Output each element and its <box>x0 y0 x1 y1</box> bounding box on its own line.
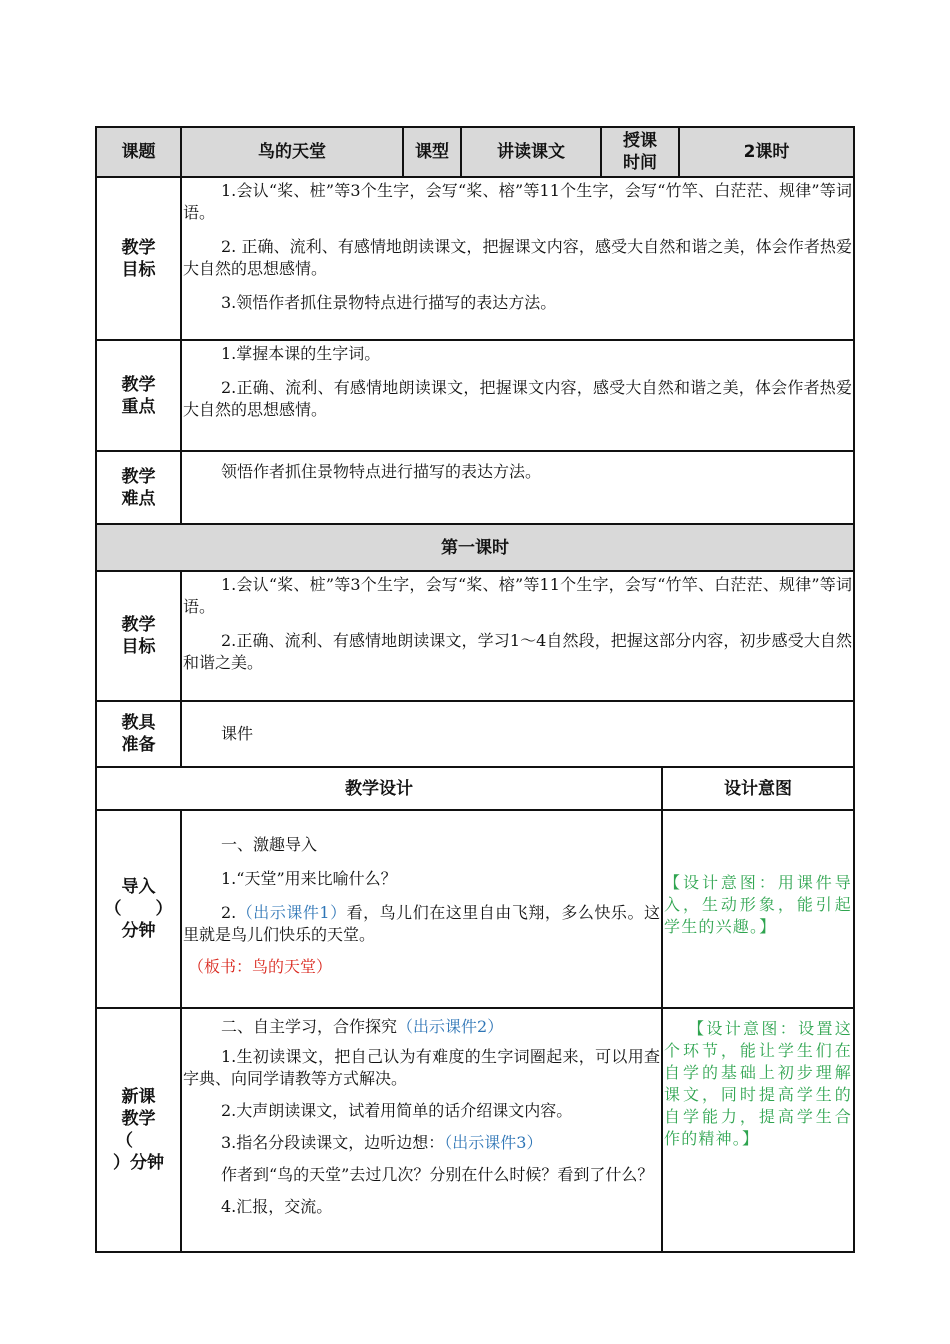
col-divider <box>600 126 602 178</box>
topic-label: 课题 <box>96 127 181 177</box>
col-divider <box>180 126 182 178</box>
new-lesson-step: 4.汇报，交流。 <box>221 1197 333 1216</box>
row-divider <box>95 523 855 525</box>
row-divider <box>95 809 855 811</box>
type-label: 课型 <box>403 127 461 177</box>
row-divider <box>95 339 855 341</box>
type-value: 讲读课文 <box>461 127 601 177</box>
row-divider <box>95 176 855 178</box>
intro-content <box>181 810 662 1008</box>
key-point-item: 2.正确、流利、有感情地朗读课文，把握课文内容，感受大自然和谐之美，体会作者热爱大自然的思想感情。 <box>183 378 852 419</box>
row-divider <box>95 1007 855 1009</box>
col-divider <box>180 176 182 524</box>
lesson-goal-item: 1.会认“桨、桩”等3个生字，会写“桨、榕”等11个生字，会写“竹竿、白茫茫、规律”等词语。 <box>183 575 852 616</box>
row-divider <box>95 766 855 768</box>
row-divider <box>95 570 855 572</box>
lesson-title: 第一课时 <box>96 524 854 571</box>
col-divider <box>402 126 404 178</box>
key-points-label: 教学 重点 <box>121 374 156 417</box>
table-border-bottom <box>95 1251 855 1253</box>
lesson-goal-item: 2.正确、流利、有感情地朗读课文，学习1～4自然段，把握这部分内容，初步感受大自然和谐之美。 <box>183 631 852 672</box>
col-divider <box>460 126 462 178</box>
design-header: 教学设计 <box>345 778 413 799</box>
row-divider <box>95 450 855 452</box>
new-lesson-heading: 二、自主学习，合作探究（出示课件2） <box>221 1017 504 1036</box>
intro-intent: 【设计意图：用课件导入，生动形象，能引起学生的兴趣。】 <box>664 873 852 936</box>
table-border-left <box>95 126 97 1253</box>
courseware-ref: （出示课件1） <box>236 903 347 922</box>
table-border-right <box>853 126 855 1253</box>
row-divider <box>95 700 855 702</box>
key-point-item: 1.掌握本课的生字词。 <box>221 344 381 363</box>
new-lesson-label: 新课 教学 （ ）分钟 <box>113 1087 164 1173</box>
difficulty-content <box>181 451 854 524</box>
courseware-ref: （出示课件2） <box>397 1017 504 1036</box>
new-lesson-question: 作者到“鸟的天堂”去过几次？分别在什么时候？看到了什么？ <box>221 1165 654 1184</box>
time-label: 授课 时间 <box>601 127 679 177</box>
board-note: （板书：鸟的天堂） <box>188 957 333 976</box>
col-divider <box>661 766 663 1253</box>
intent-header: 设计意图 <box>724 778 792 799</box>
goal-item: 3.领悟作者抓住景物特点进行描写的表达方法。 <box>221 293 557 312</box>
tools-label: 教具 准备 <box>121 713 156 755</box>
new-lesson-step: 1.生初读课文，把自己认为有难度的生字词圈起来，可以用查字典、向同学请教等方式解决。 <box>183 1047 660 1088</box>
key-points-content <box>181 340 854 451</box>
tools-content <box>181 701 854 767</box>
topic-value: 鸟的天堂 <box>181 127 403 177</box>
col-divider <box>678 126 680 178</box>
intro-question: 1.“天堂”用来比喻什么？ <box>221 869 397 888</box>
new-lesson-step: 3.指名分段读课文，边听边想：（出示课件3） <box>221 1133 543 1152</box>
time-value: 2课时 <box>679 127 854 177</box>
courseware-ref: （出示课件3） <box>444 1133 543 1152</box>
new-lesson-intent: 【设计意图：设置这个环节，能让学生们在自学的基础上初步理解课文，同时提高学生的自学能力，提高学生合作的精神。】 <box>664 1019 852 1148</box>
intro-heading: 一、激趣导入 <box>221 835 318 854</box>
goals-label: 教学 目标 <box>121 237 156 280</box>
lesson-goals-content <box>181 571 854 701</box>
intro-label: 导入 （ ） 分钟 <box>104 877 173 941</box>
difficulty-label: 教学 难点 <box>121 466 156 509</box>
new-lesson-content <box>181 1008 662 1252</box>
intro-paragraph: 2.（出示课件1）看，鸟儿们在这里自由飞翔，多么快乐。这里就是鸟儿们快乐的天堂。 <box>183 903 660 944</box>
lesson-goals-label: 教学 目标 <box>121 615 156 657</box>
goals-content <box>181 177 854 340</box>
table-border-top <box>95 126 855 128</box>
new-lesson-step: 2.大声朗读课文，试着用简单的话介绍课文内容。 <box>221 1101 573 1120</box>
col-divider <box>180 809 182 1253</box>
difficulty-text: 领悟作者抓住景物特点进行描写的表达方法。 <box>221 462 542 481</box>
goal-item: 1.会认“桨、桩”等3个生字，会写“桨、榕”等11个生字，会写“竹竿、白茫茫、规律”等词语。 <box>183 181 852 222</box>
tools-text: 课件 <box>221 724 254 743</box>
goal-item: 2. 正确、流利、有感情地朗读课文，把握课文内容，感受大自然和谐之美，体会作者热爱大自然的思想感情。 <box>183 237 852 278</box>
col-divider <box>180 570 182 768</box>
